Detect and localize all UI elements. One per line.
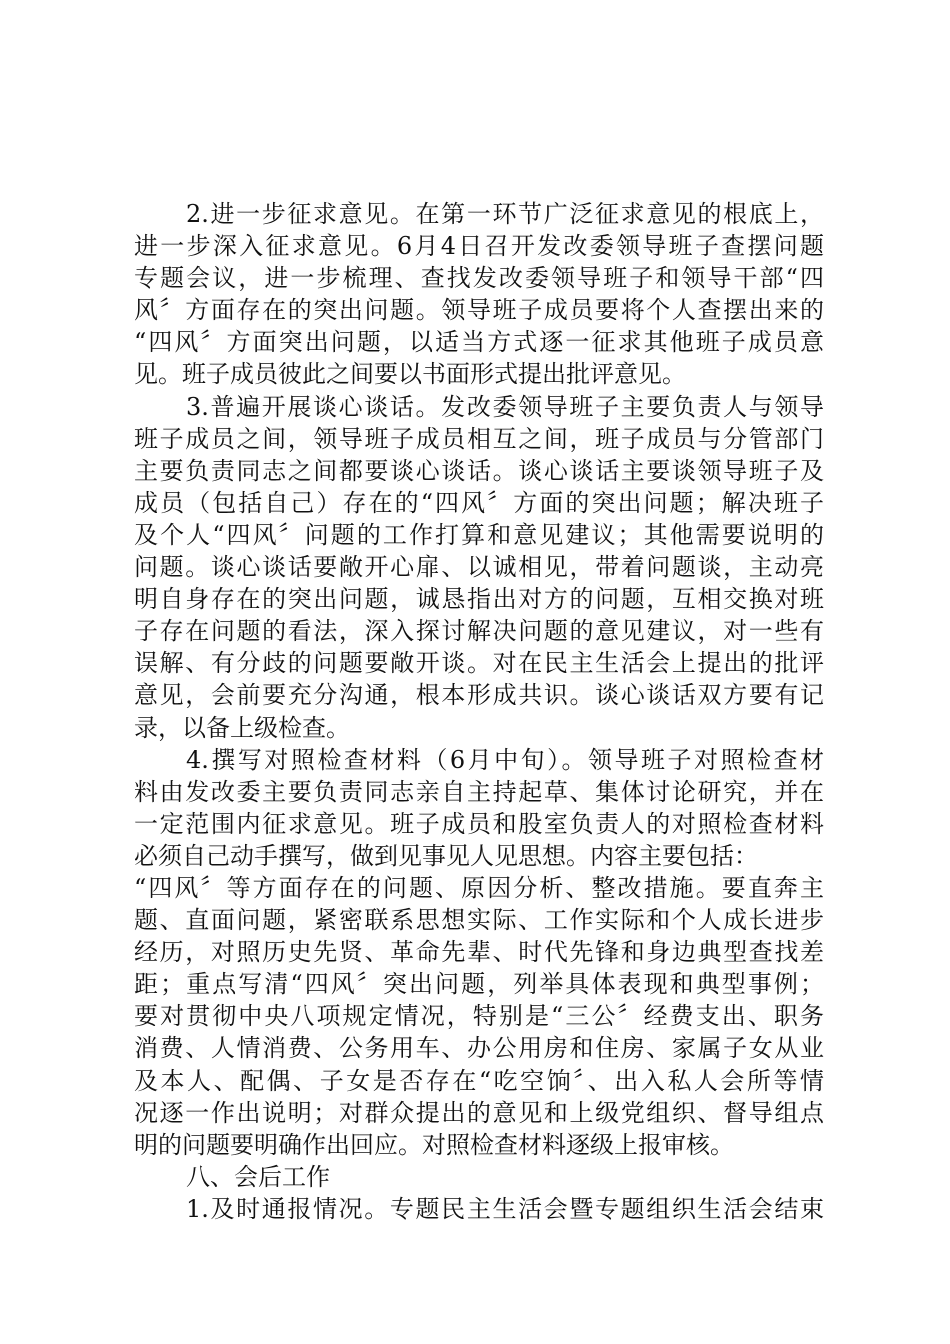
text-line: 4.撰写对照检查材料（6月中旬）。领导班子对照检查材 [186,745,824,774]
text-line: 主要负责同志之间都要谈心谈话。谈心谈话主要谈领导班子及 [134,456,824,485]
text-line: 一定范围内征求意见。班子成员和股室负责人的对照检查材料 [134,809,824,838]
text-line: 及本人、配偶、子女是否存在“吃空饷〞、出入私人会所等情 [134,1066,824,1095]
text-line: 问题。谈心谈话要敞开心扉、以诚相见，带着问题谈，主动亮 [134,553,824,582]
text-line: 意见，会前要充分沟通，根本形成共识。谈心谈话双方要有记 [134,681,824,710]
text-line: 子存在问题的看法，深入探讨解决问题的意见建议，对一些有 [134,617,824,646]
text-line: 进一步深入征求意见。6月4日召开发改委领导班子查摆问题 [134,232,824,261]
text-line: 料由发改委主要负责同志亲自主持起草、集体讨论研究，并在 [134,777,824,806]
text-line: 必须自己动手撰写，做到见事见人见思想。内容主要包括： [134,841,758,870]
text-line: 1.及时通报情况。专题民主生活会暨专题组织生活会结束 [186,1194,824,1223]
text-line: “四风〞等方面存在的问题、原因分析、整改措施。要直奔主 [134,873,824,902]
document-body [134,198,824,1225]
text-line: “四风〞方面突出问题，以适当方式逐一征求其他班子成员意 [134,328,824,357]
text-line: 见。班子成员彼此之间要以书面形式提出批评意见。 [134,360,686,389]
text-line: 2.进一步征求意见。在第一环节广泛征求意见的根底上， [186,200,824,228]
text-line: 题、直面问题，紧密联系思想实际、工作实际和个人成长进步 [134,906,824,935]
text-line: 要对贯彻中央八项规定情况，特别是“三公〞经费支出、职务 [134,1002,824,1031]
text-line: 专题会议，进一步梳理、查找发改委领导班子和领导干部“四 [134,264,824,293]
text-line: 成员（包括自己）存在的“四风〞方面的突出问题；解决班子 [134,488,824,517]
text-line: 经历，对照历史先贤、革命先辈、时代先锋和身边典型查找差 [134,938,824,967]
text-line: 消费、人情消费、公务用车、办公用房和住房、家属子女从业 [134,1034,824,1063]
text-line: 班子成员之间，领导班子成员相互之间，班子成员与分管部门 [134,424,824,453]
text-line: 风〞方面存在的突出问题。领导班子成员要将个人查摆出来的 [134,296,824,325]
text-line: 明自身存在的突出问题，诚恳指出对方的问题，互相交换对班 [134,585,824,614]
text-line: 距；重点写清“四风〞突出问题，列举具体表现和典型事例； [134,970,824,999]
text-line: 录，以备上级检查。 [134,713,350,742]
text-line: 八、会后工作 [186,1162,330,1191]
text-line: 误解、有分歧的问题要敞开谈。对在民主生活会上提出的批评 [134,649,824,678]
text-line: 及个人“四风〞问题的工作打算和意见建议；其他需要说明的 [134,520,824,549]
text-line: 况逐一作出说明；对群众提出的意见和上级党组织、督导组点 [134,1098,824,1127]
text-line: 3.普遍开展谈心谈话。发改委领导班子主要负责人与领导 [186,392,824,421]
text-line: 明的问题要明确作出回应。对照检查材料逐级上报审核。 [134,1130,734,1159]
